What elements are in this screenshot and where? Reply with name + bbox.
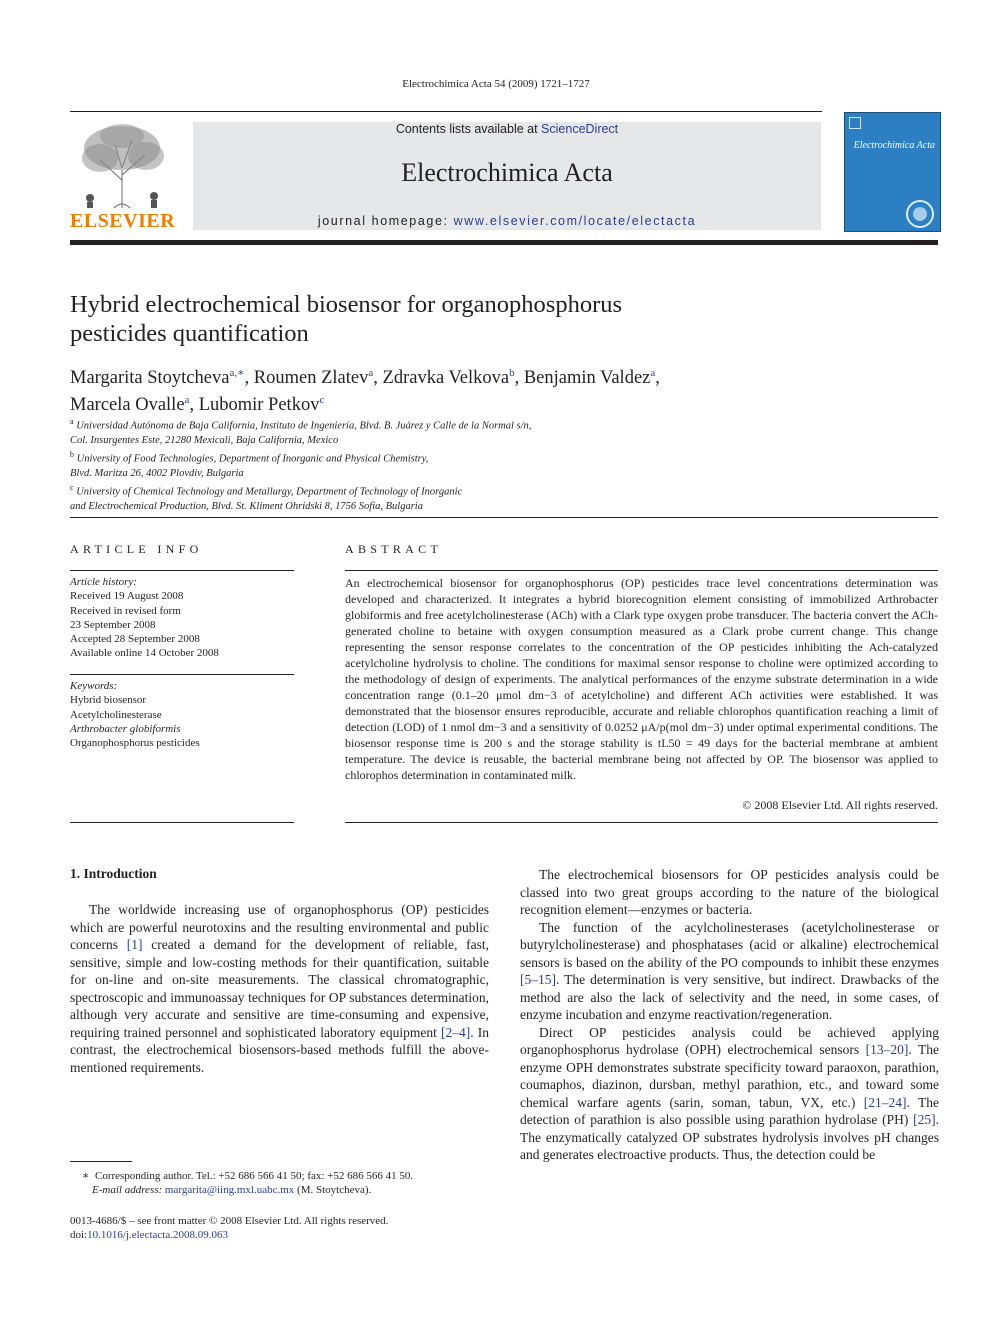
elsevier-wordmark: ELSEVIER bbox=[70, 210, 176, 232]
history-item: Available online 14 October 2008 bbox=[70, 647, 219, 660]
affiliation-c bbox=[70, 481, 770, 500]
author-separator: , bbox=[244, 368, 254, 389]
journal-homepage bbox=[193, 214, 821, 228]
corresponding-author-footnote bbox=[70, 1169, 490, 1197]
citation-link[interactable]: [1] bbox=[126, 937, 143, 952]
text-run: The function of the acylcholinesterases (acetylcholinesterase or butyrylcholinesterase) and phosphatases (acid or alkaline) electrochemical sensors is based on the ability of the PO compounds to inhibit these enzymes bbox=[520, 919, 939, 970]
affiliation-text: University of Food Technologies, Department of Inorganic and Physical Chemistry, bbox=[76, 453, 429, 465]
header-bottom-rule bbox=[70, 240, 938, 245]
author-affil-mark[interactable]: c bbox=[319, 394, 325, 407]
keywords-label: Keywords: bbox=[70, 680, 118, 692]
text-run: . In contrast, the electrochemical biosensors-based methods fulfill the above-mentioned requirements. bbox=[70, 1024, 490, 1075]
citation-link[interactable]: [2–4] bbox=[440, 1024, 471, 1040]
author-name[interactable]: Zdravka Velkova bbox=[382, 368, 510, 389]
affiliation-b bbox=[70, 448, 770, 467]
citation-link[interactable]: [13–20] bbox=[865, 1042, 909, 1057]
doi-line bbox=[70, 1228, 570, 1242]
citation-link[interactable]: [25] bbox=[913, 1112, 936, 1127]
footnote-rule bbox=[70, 1161, 132, 1162]
paragraph: The electrochemical biosensors for OP pesticides analysis could be classed into two great groups according to the nature of the biological recognition element—enzymes or bacteria. bbox=[520, 867, 939, 917]
author-separator: , bbox=[373, 368, 383, 389]
sciencedirect-link[interactable]: ScienceDirect bbox=[541, 122, 619, 136]
author-separator: , bbox=[655, 368, 660, 389]
text-run: The worldwide increasing use of organophosphorus (OP) pesticides which are powerful neurotoxins and the resulting environmental and public concerns bbox=[70, 902, 489, 952]
article-info-heading: ARTICLE INFO bbox=[70, 542, 203, 556]
section-heading-introduction: 1. Introduction bbox=[70, 866, 157, 881]
journal-reference: Electrochimica Acta 54 (2009) 1721–1727 bbox=[402, 78, 590, 90]
email-link[interactable]: margarita@iing.mxl.uabc.mx bbox=[164, 1184, 295, 1196]
history-item: Received 19 August 2008 bbox=[70, 590, 184, 603]
keyword: Arthrobacter globiformis bbox=[70, 722, 181, 735]
affiliation-b-cont: Blvd. Maritza 26, 4002 Plovdiv, Bulgaria bbox=[70, 467, 244, 479]
cover-title: Electrochimica Acta bbox=[853, 140, 935, 151]
affiliation-c-cont: and Electrochemical Production, Blvd. St. Kliment Ohridski 8, 1756 Sofia, Bulgaria bbox=[70, 500, 423, 512]
keywords bbox=[70, 679, 294, 750]
affiliation-mark: c bbox=[70, 483, 74, 493]
footnote-text: Corresponding author. Tel.: +52 686 566 41 50; fax: +52 686 566 41 50. bbox=[94, 1170, 414, 1182]
history-item: Received in revised form bbox=[70, 604, 181, 617]
footnote-mark: ∗ bbox=[82, 1170, 90, 1182]
history-item: Accepted 28 September 2008 bbox=[70, 633, 200, 646]
abstract-copyright: © 2008 Elsevier Ltd. All rights reserved. bbox=[742, 798, 938, 812]
paragraph bbox=[70, 901, 489, 1076]
affiliation-a bbox=[70, 415, 770, 434]
article-info-bottom-rule bbox=[70, 822, 294, 823]
author-line-1 bbox=[70, 362, 890, 389]
affiliation-mark: b bbox=[70, 450, 74, 460]
keywords-rule bbox=[70, 674, 294, 675]
body-right-column bbox=[520, 866, 939, 1164]
author-separator: , bbox=[514, 368, 524, 389]
keyword: Organophosphorus pesticides bbox=[70, 737, 200, 750]
author-separator: , bbox=[189, 395, 199, 416]
author-name[interactable]: Lubomir Petkov bbox=[198, 395, 320, 416]
history-label: Article history: bbox=[70, 576, 137, 588]
affiliation-text: University of Chemical Technology and Metallurgy, Department of Technology of Inorganic bbox=[76, 486, 463, 498]
elsevier-tree-logo bbox=[70, 120, 174, 210]
abstract-heading: ABSTRACT bbox=[345, 542, 443, 556]
contents-prefix: Contents lists available at bbox=[395, 122, 542, 136]
title-line-1: Hybrid electrochemical biosensor for organophosphorus bbox=[70, 291, 623, 318]
text-run: . The enzyme OPH demonstrates substrate specificity toward paraoxon, parathion, coumaphos, diazinon, dursban, methyl parathion, etc., and toward some chemical warfare agents (sarin, soman, tabun, VX, etc.) bbox=[520, 1042, 940, 1110]
author-list bbox=[70, 362, 890, 416]
affiliation-mark: a bbox=[70, 417, 74, 426]
paragraph bbox=[520, 919, 939, 1024]
author-line-2 bbox=[70, 389, 890, 416]
cover-society-logo bbox=[903, 199, 937, 229]
affiliations bbox=[70, 415, 770, 514]
keyword: Acetylcholinesterase bbox=[70, 708, 162, 721]
cover-publisher-mark bbox=[849, 117, 861, 129]
doi-link[interactable]: 10.1016/j.electacta.2008.09.063 bbox=[87, 1229, 228, 1241]
email-suffix: (M. Stoytcheva). bbox=[294, 1184, 372, 1196]
citation-link[interactable]: [5–15] bbox=[520, 972, 556, 987]
author-name[interactable]: Roumen Zlatev bbox=[253, 368, 369, 389]
keyword: Hybrid biosensor bbox=[70, 694, 147, 707]
article-history bbox=[70, 575, 294, 661]
article-info-rule bbox=[70, 570, 294, 571]
contents-line bbox=[193, 122, 821, 136]
journal-name: Electrochimica Acta bbox=[401, 158, 613, 187]
footnote-email-line bbox=[70, 1183, 490, 1197]
issn-line: 0013-4686/$ – see front matter © 2008 Elsevier Ltd. All rights reserved. bbox=[70, 1215, 389, 1227]
homepage-label: journal homepage: bbox=[317, 214, 454, 228]
abstract-bottom-rule bbox=[345, 822, 938, 823]
affiliation-a-cont: Col. Insurgentes Este, 21280 Mexicali, Baja California, Mexico bbox=[70, 434, 339, 446]
history-item: 23 September 2008 bbox=[70, 618, 156, 631]
author-affil-mark[interactable]: a bbox=[368, 367, 374, 379]
author-name[interactable]: Margarita Stoytcheva bbox=[70, 368, 230, 389]
homepage-link[interactable]: www.elsevier.com/locate/electacta bbox=[453, 214, 697, 228]
text-run: . The detection of parathion is also possible using parathion hydrolase (PH) bbox=[520, 1094, 939, 1127]
author-affil-mark[interactable]: a,∗ bbox=[229, 367, 245, 379]
abstract-text: An electrochemical biosensor for organophosphorus (OP) pesticides trace level concentrations determination was developed and characterized. It integrates a hybrid biorecognition element consisting of immobilized Arthrobacter globiformis and free acetylcholinesterase (ACh) with a Clark type oxygen probe transducer. The bacteria convert the ACh-generated choline to betaine with oxygen consumption measured as a Clark probe current change. This change representing the sensor response correlates to the concentration of the OP pesticides inhibiting the Ach-catalyzed acetylcholine hydrolysis to choline. The conditions for maximal sensor response to choline were optimized according to the methodology of design of experiments. The analytical performances of the enzyme substrate determination in a wide concentration range (0.1–20 μmol dm−3 of acetylcholine) and different ACh activities were established. It was demonstrated that the biosensor ensures reproducible, accurate and reliable chlorophos quantification reaching a limit of detection (LOD) of 1 nmol dm−3 and a sensitivity of 0.0252 μA/p(mol dm−3) under optimal experimental conditions. The biosensor response time is 200 s and the storage stability is tL50 = 49 days for the bacterial membrane at ambient temperature. The device is reusable, the bacterial membrane being not affected by OP. The biosensor was applied to chlorophos determination in contaminated milk. bbox=[345, 576, 938, 782]
title-line-2: pesticides quantification bbox=[70, 320, 309, 347]
author-affil-mark[interactable]: a bbox=[184, 394, 190, 407]
email-label: E-mail address: bbox=[92, 1184, 163, 1196]
affiliation-text: Universidad Autónoma de Baja California, Instituto de Ingeniería, Blvd. B. Juárez y Calle de la Normal s/n, bbox=[76, 420, 532, 432]
text-run: Direct OP pesticides analysis could be achieved applying organophosphorus hydrolase (OPH) electrochemical sensors bbox=[520, 1024, 939, 1057]
author-name[interactable]: Marcela Ovalle bbox=[70, 395, 185, 416]
affiliations-rule bbox=[70, 517, 938, 518]
text-run: . The determination is very sensitive, but indirect. Drawbacks of the method are also the lack of selectivity and the need, in some cases, of enzyme incubation and enzyme reactivation/regeneration. bbox=[520, 972, 939, 1022]
paragraph bbox=[520, 1024, 939, 1164]
header-top-rule bbox=[70, 111, 822, 112]
journal-cover-image bbox=[844, 112, 941, 232]
article-title bbox=[70, 290, 770, 348]
front-matter-footer bbox=[70, 1214, 570, 1242]
citation-link[interactable]: [21–24] bbox=[863, 1094, 907, 1110]
author-affil-mark[interactable]: b bbox=[509, 367, 515, 379]
body-left-column bbox=[70, 901, 489, 1076]
abstract-rule bbox=[345, 570, 938, 571]
author-affil-mark[interactable]: a bbox=[650, 367, 656, 379]
text-run: . The enzymatically catalyzed OP substrates hydrolysis involves pH changes and generates electroactive products. Thus, the detection could be bbox=[520, 1112, 939, 1162]
doi-label: doi: bbox=[70, 1229, 88, 1241]
author-name[interactable]: Benjamin Valdez bbox=[523, 368, 651, 389]
text-run: created a demand for the development of reliable, fast, sensitive, simple and low-costing methods for their quantification, suitable for on-line and on-site measurements. The classical chromatographic, spectroscopic and immunoassay techniques for OP substances determination, although very accurate and sensitive are time-consuming and expensive, requiring trained personnel and sophisticated laboratory equipment bbox=[70, 937, 489, 1040]
footnote-line bbox=[70, 1169, 490, 1183]
